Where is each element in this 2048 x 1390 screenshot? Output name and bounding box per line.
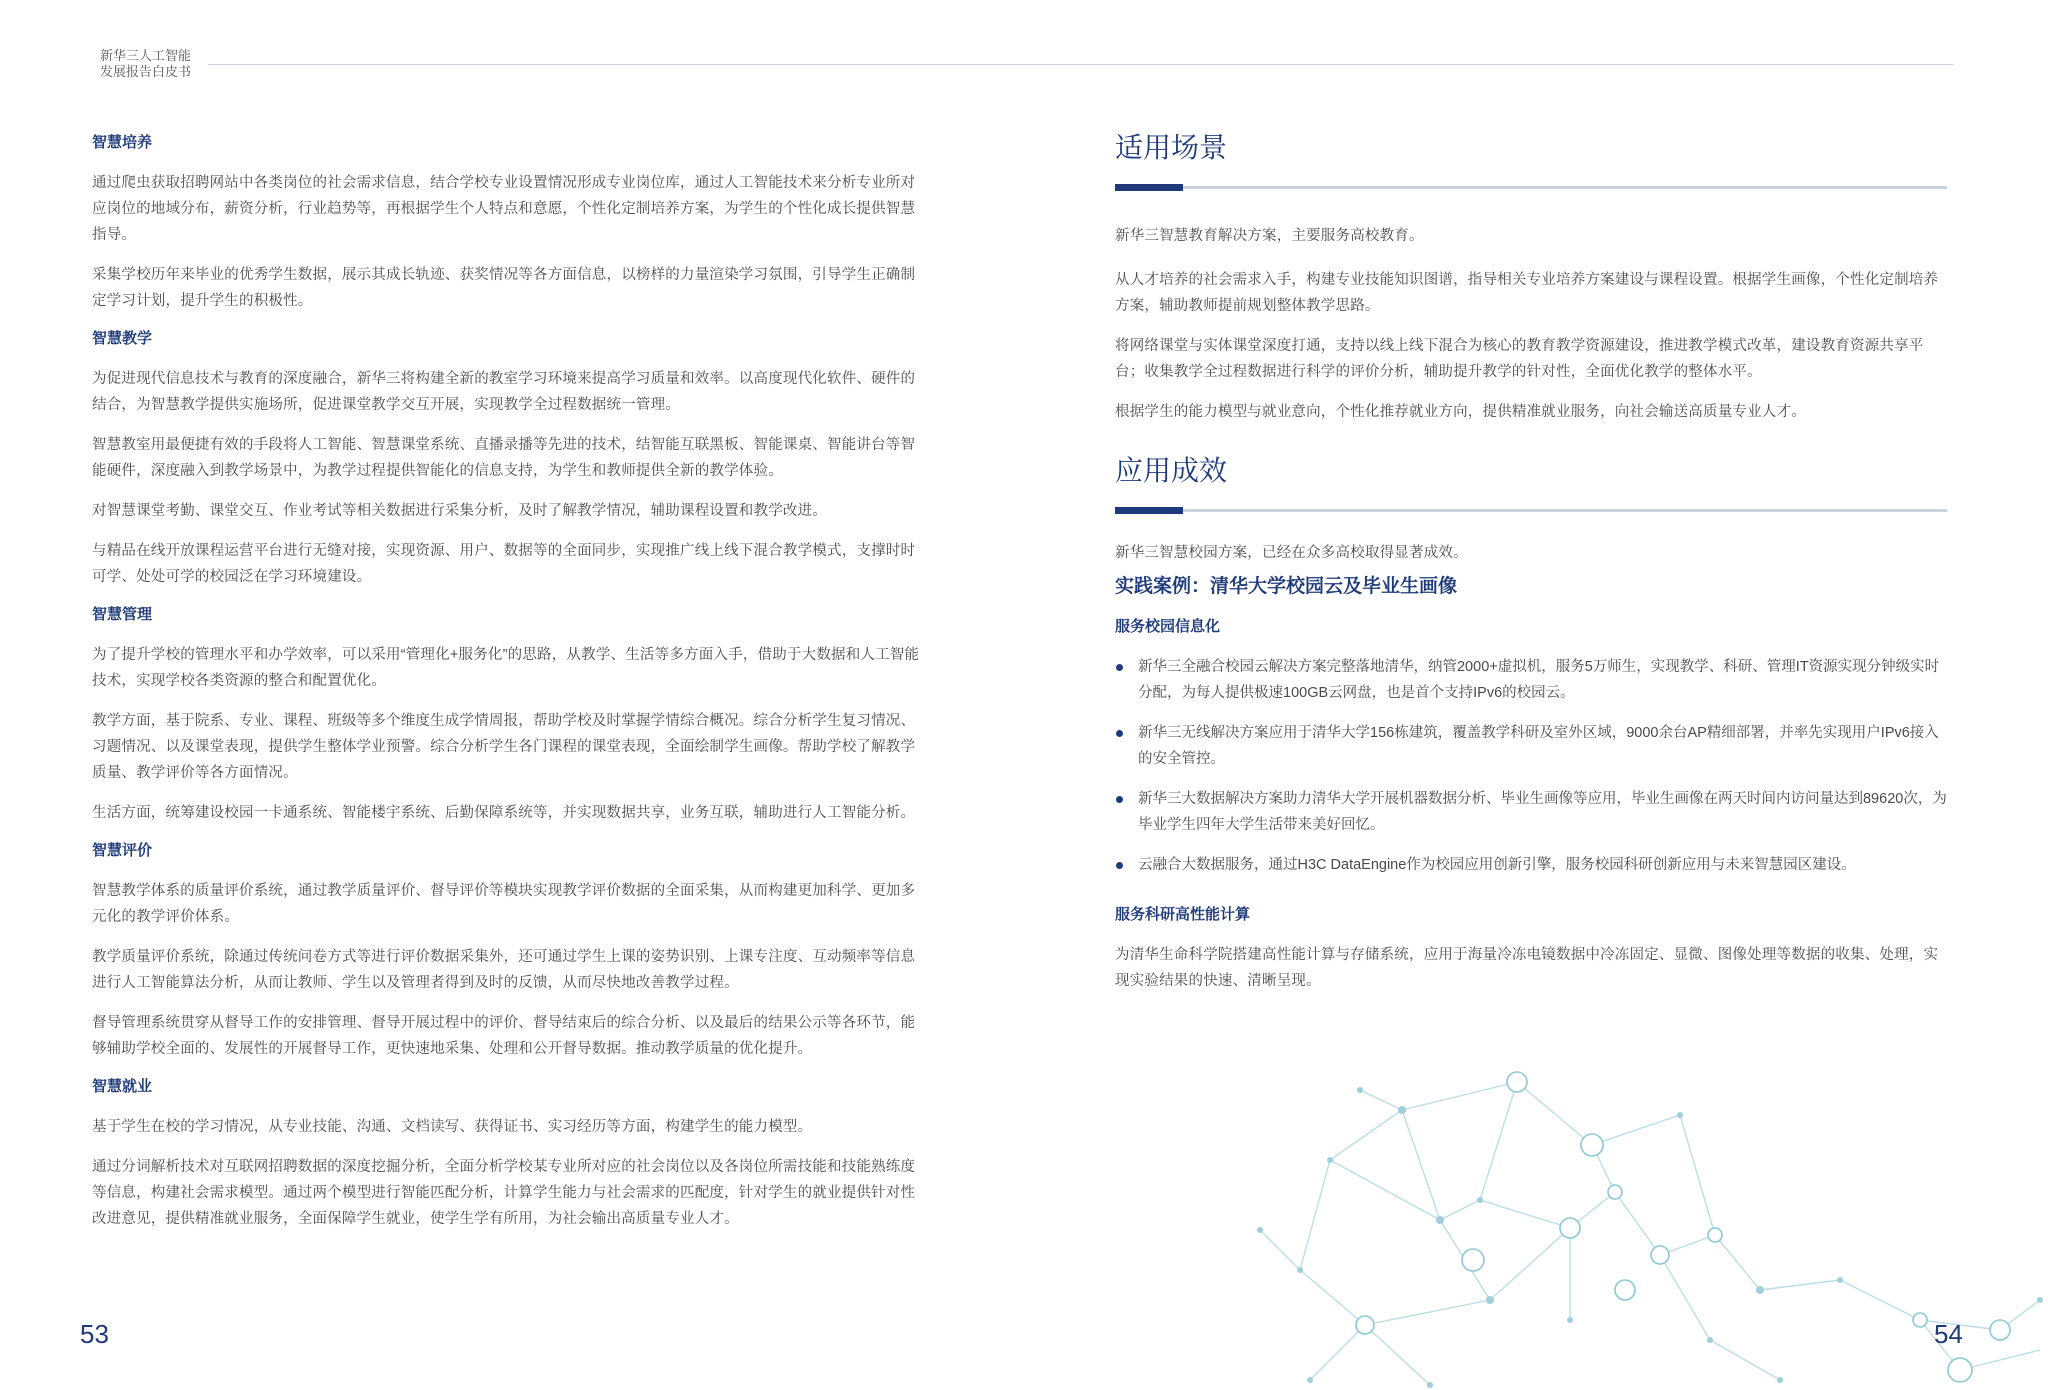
subheading-smart-employment: 智慧就业: [92, 1078, 153, 1095]
subheading-smart-cultivation: 智慧培养: [92, 134, 153, 151]
subheading-smart-management: 智慧管理: [92, 606, 153, 623]
paragraph: 通过爬虫获取招聘网站中各类岗位的社会需求信息，结合学校专业设置情况形成专业岗位库，通过人工智能技术来分析专业所对应岗位的地域分布，薪资分析，行业趋势等，再根据学生个人特点和意愿，个性化定制培养方案，为学生的个性化成长提供智慧指导。: [92, 175, 916, 243]
section-divider: [1115, 186, 1947, 189]
section-title-results: 应用成效: [1115, 455, 1228, 486]
paragraph: 为促进现代信息技术与教育的深度融合，新华三将构建全新的教室学习环境来提高学习质量和效率。以高度现代化软件、硬件的结合，为智慧教学提供实施场所，促进课堂教学交互开展，实现教学全过程数据统一管理。: [92, 371, 916, 413]
paragraph: 通过分词解析技术对互联网招聘数据的深度挖掘分析，全面分析学校某专业所对应的社会岗位以及各岗位所需技能和技能熟练度等信息，构建社会需求模型。通过两个模型进行智能匹配分析，计算学生能力与社会需求的匹配度，针对学生的就业提供针对性改进意见，提供精准就业服务，全面保障学生就业，使学生学有所用，为社会输出高质量专业人才。: [92, 1159, 916, 1227]
subheading-campus-it: 服务校园信息化: [1115, 618, 1221, 635]
subheading-smart-evaluation: 智慧评价: [92, 842, 153, 859]
bullet-dot-icon: [1116, 796, 1123, 803]
section-title-scenarios: 适用场景: [1115, 132, 1228, 163]
bullet-dot-icon: [1116, 730, 1123, 737]
list-item: [1115, 720, 1947, 772]
paragraph: 新华三智慧教育解决方案，主要服务高校教育。: [1115, 228, 1424, 244]
paragraph: 为清华生命科学院搭建高性能计算与存储系统，应用于海量冷冻电镜数据中冷冻固定、显微、图像处理等数据的收集、处理，实现实验结果的快速、清晰呈现。: [1115, 947, 1939, 989]
list-item: [1115, 786, 1947, 838]
list-item-text: 云融合大数据服务，通过H3C DataEngine作为校园应用创新引擎，服务校园科研创新应用与未来智慧园区建设。: [1138, 857, 1856, 873]
paragraph: 新华三智慧校园方案，已经在众多高校取得显著成效。: [1115, 545, 1468, 561]
paragraph: 将网络课堂与实体课堂深度打通，支持以线上线下混合为核心的教育教学资源建设，推进教学模式改革，建设教育资源共享平台；收集教学全过程数据进行科学的评价分析，辅助提升教学的针对性，全面优化教学的整体水平。: [1115, 338, 1924, 380]
paragraph: 教学质量评价系统，除通过传统问卷方式等进行评价数据采集外，还可通过学生上课的姿势识别、上课专注度、互动频率等信息进行人工智能算法分析，从而让教师、学生以及管理者得到及时的反馈，从而尽快地改善教学过程。: [92, 949, 916, 991]
paragraph: 为了提升学校的管理水平和办学效率，可以采用“管理化+服务化”的思路，从教学、生活等多方面入手，借助于大数据和人工智能技术，实现学校各类资源的整合和配置优化。: [92, 647, 920, 689]
paragraph: 从人才培养的社会需求入手，构建专业技能知识图谱，指导相关专业培养方案建设与课程设置。根据学生画像，个性化定制培养方案，辅助教师提前规划整体教学思路。: [1115, 272, 1939, 314]
paragraph: 智慧教室用最便捷有效的手段将人工智能、智慧课堂系统、直播录播等先进的技术，结智能互联黑板、智能课桌、智能讲台等智能硬件，深度融入到教学场景中，为教学过程提供智能化的信息支持，为学生和教师提供全新的教学体验。: [92, 437, 916, 479]
paragraph: 生活方面，统筹建设校园一卡通系统、智能楼宇系统、后勤保障系统等，并实现数据共享，业务互联，辅助进行人工智能分析。: [92, 805, 916, 821]
left-page-content: [92, 130, 924, 1232]
paragraph: 对智慧课堂考勤、课堂交互、作业考试等相关数据进行采集分析，及时了解教学情况，辅助课程设置和教学改进。: [92, 503, 827, 519]
section-divider: [1115, 509, 1947, 512]
list-item-text: 新华三无线解决方案应用于清华大学156栋建筑，覆盖教学科研及室外区域，9000余台AP精细部署，并率先实现用户IPv6接入的安全管控。: [1138, 725, 1939, 767]
list-item: [1115, 654, 1947, 706]
network-illustration: [1240, 1050, 2048, 1390]
paragraph: 基于学生在校的学习情况，从专业技能、沟通、文档读写、获得证书、实习经历等方面，构建学生的能力模型。: [92, 1119, 813, 1135]
report-header: [100, 48, 191, 80]
paragraph: 教学方面，基于院系、专业、课程、班级等多个维度生成学情周报，帮助学校及时掌握学情综合概况。综合分析学生复习情况、习题情况、以及课堂表现，提供学生整体学业预警。综合分析学生各门课程的课堂表现，全面绘制学生画像。帮助学校了解教学质量、教学评价等各方面情况。: [92, 713, 916, 781]
paragraph: 根据学生的能力模型与就业意向，个性化推荐就业方向，提供精准就业服务，向社会输送高质量专业人才。: [1115, 404, 1806, 420]
page-number-left: 53: [80, 1319, 109, 1349]
paragraph: 智慧教学体系的质量评价系统，通过教学质量评价、督导评价等模块实现教学评价数据的全面采集，从而构建更加科学、更加多元化的教学评价体系。: [92, 883, 916, 925]
subheading-smart-teaching: 智慧教学: [92, 330, 153, 347]
subheading-hpc: 服务科研高性能计算: [1115, 906, 1251, 923]
bullet-dot-icon: [1116, 862, 1123, 869]
page-number-right: 54: [1934, 1319, 1963, 1349]
case-study-title: 实践案例：清华大学校园云及毕业生画像: [1115, 576, 1458, 597]
header-title-line1: 新华三人工智能: [100, 48, 192, 63]
header-divider: [208, 64, 1953, 65]
bullet-dot-icon: [1116, 664, 1123, 671]
case-bullet-list: [1115, 654, 1947, 878]
list-item-text: 新华三大数据解决方案助力清华大学开展机器数据分析、毕业生画像等应用，毕业生画像在两天时间内访问量达到89620次，为毕业学生四年大学生活带来美好回忆。: [1138, 791, 1947, 833]
header-title-line2: 发展报告白皮书: [100, 64, 192, 79]
paragraph: 与精品在线开放课程运营平台进行无缝对接，实现资源、用户、数据等的全面同步，实现推广线上线下混合教学模式，支撑时时可学、处处可学的校园泛在学习环境建设。: [92, 543, 916, 585]
list-item: [1115, 852, 1947, 878]
paragraph: 采集学校历年来毕业的优秀学生数据，展示其成长轨迹、获奖情况等各方面信息，以榜样的力量渲染学习氛围，引导学生正确制定学习计划，提升学生的积极性。: [92, 267, 916, 309]
list-item-text: 新华三全融合校园云解决方案完整落地清华，纳管2000+虚拟机，服务5万师生，实现教学、科研、管理IT资源实现分钟级实时分配，为每人提供极速100GB云网盘，也是首个支持IPv6的校园云。: [1138, 659, 1940, 701]
right-page-content: [1115, 128, 1947, 994]
paragraph: 督导管理系统贯穿从督导工作的安排管理、督导开展过程中的评价、督导结束后的综合分析、以及最后的结果公示等各环节，能够辅助学校全面的、发展性的开展督导工作，更快速地采集、处理和公开督导数据。推动教学质量的优化提升。: [92, 1015, 916, 1057]
